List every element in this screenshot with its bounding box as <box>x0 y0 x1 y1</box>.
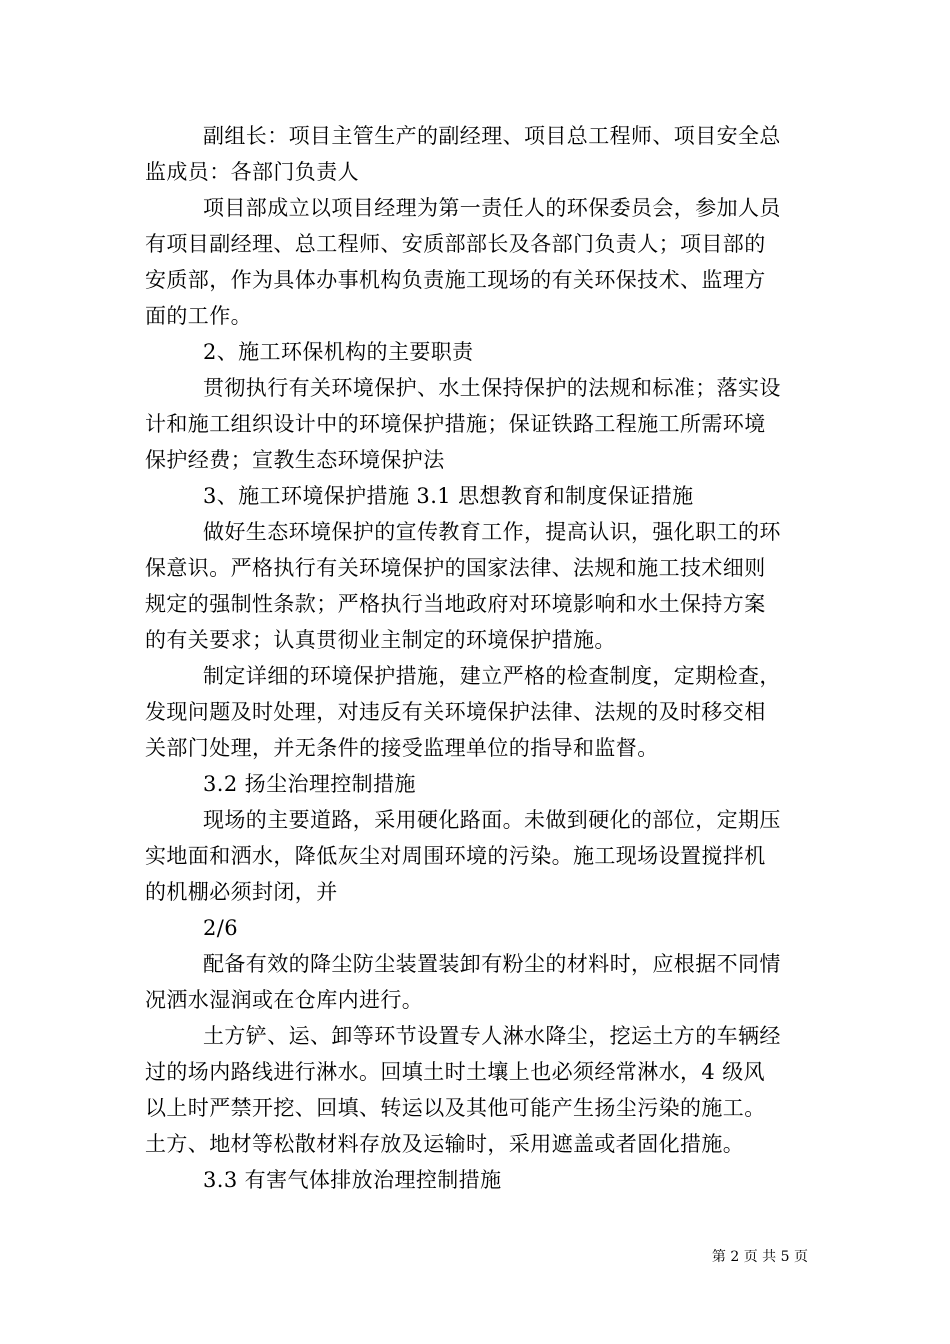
section-heading: 3、施工环境保护措施 3.1 思想教育和制度保证措施 <box>203 484 694 508</box>
text-line: 计和施工组织设计中的环境保护措施；保证铁路工程施工所需环境 <box>145 412 766 436</box>
text-line: 面的工作。 <box>145 304 252 328</box>
text-line: 制定详细的环境保护措施，建立严格的检查制度，定期检查， <box>203 664 781 688</box>
text-line: 况洒水湿润或在仓库内进行。 <box>145 988 424 1012</box>
section-heading: 2、施工环保机构的主要职责 <box>203 340 474 364</box>
text-line: 过的场内路线进行淋水。回填土时土壤上也必须经常淋水，4 级风 <box>145 1060 766 1084</box>
text-line: 做好生态环境保护的宣传教育工作，提高认识，强化职工的环 <box>203 520 781 544</box>
text-line: 规定的强制性条款；严格执行当地政府对环境影响和水土保持方案 <box>145 592 766 616</box>
text-line: 发现问题及时处理，对违反有关环境保护法律、法规的及时移交相 <box>145 700 766 724</box>
text-line: 贯彻执行有关环境保护、水土保持保护的法规和标准；落实设 <box>203 376 781 400</box>
document-body <box>145 118 810 1198</box>
text-line: 土方、地材等松散材料存放及运输时，采用遮盖或者固化措施。 <box>145 1132 745 1156</box>
section-heading: 3.3 有害气体排放治理控制措施 <box>203 1168 502 1192</box>
section-heading: 3.2 扬尘治理控制措施 <box>203 772 416 796</box>
inline-page-marker: 2/6 <box>203 916 238 940</box>
page-number-footer: 第 2 页 共 5 页 <box>711 1249 808 1265</box>
text-line: 实地面和洒水，降低灰尘对周围环境的污染。施工现场设置搅拌机 <box>145 844 766 868</box>
text-line: 配备有效的降尘防尘装置装卸有粉尘的材料时，应根据不同情 <box>203 952 781 976</box>
text-line: 的有关要求；认真贯彻业主制定的环境保护措施。 <box>145 628 616 652</box>
text-line: 监成员：各部门负责人 <box>145 160 359 184</box>
text-line: 现场的主要道路，采用硬化路面。未做到硬化的部位，定期压 <box>203 808 781 832</box>
text-line: 有项目副经理、总工程师、安质部部长及各部门负责人；项目部的 <box>145 232 766 256</box>
text-line: 土方铲、运、卸等环节设置专人淋水降尘，挖运土方的车辆经 <box>203 1024 781 1048</box>
text-line: 关部门处理，并无条件的接受监理单位的指导和监督。 <box>145 736 659 760</box>
text-line: 项目部成立以项目经理为第一责任人的环保委员会，参加人员 <box>203 196 781 220</box>
text-line: 保意识。严格执行有关环境保护的国家法律、法规和施工技术细则 <box>145 556 766 580</box>
text-line: 保护经费；宣教生态环境保护法 <box>145 448 445 472</box>
text-line: 副组长：项目主管生产的副经理、项目总工程师、项目安全总 <box>203 124 781 148</box>
text-line: 安质部，作为具体办事机构负责施工现场的有关环保技术、监理方 <box>145 268 766 292</box>
text-line: 以上时严禁开挖、回填、转运以及其他可能产生扬尘污染的施工。 <box>145 1096 766 1120</box>
text-line: 的机棚必须封闭，并 <box>145 880 338 904</box>
